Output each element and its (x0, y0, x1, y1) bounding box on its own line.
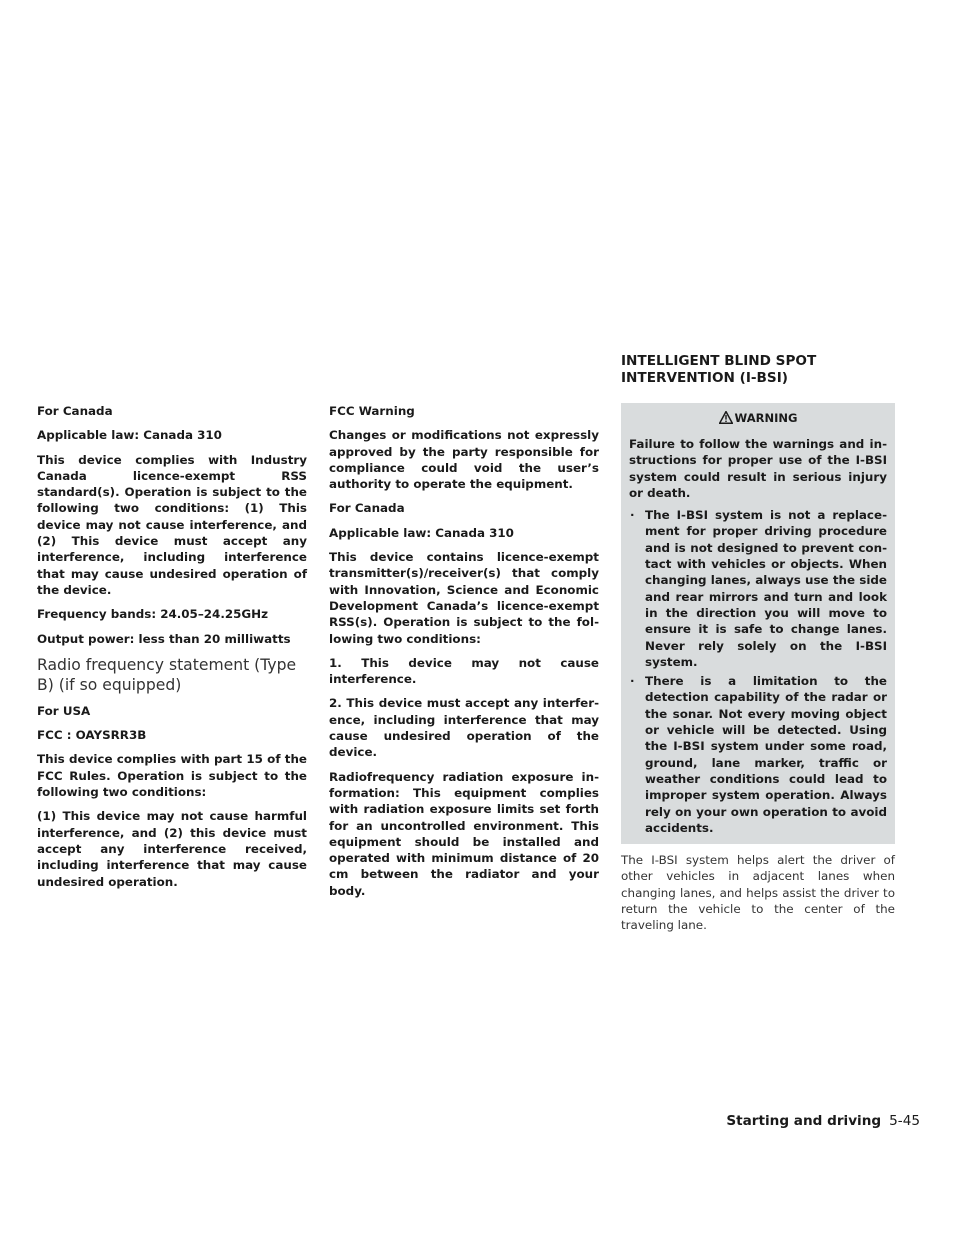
page-footer (726, 1113, 920, 1129)
output-power: Output power: less than 20 milliwatts (37, 631, 291, 646)
paragraph-conditions: (1) This device may not cause harmful interference, and (2) this device must accept any interference received, including interference that may cause undesired operation. (37, 809, 307, 889)
warning-label: WARNING (734, 411, 798, 425)
bullet: · (630, 508, 635, 523)
warning-heading (629, 410, 887, 426)
column-2 (329, 403, 599, 907)
page-number: 5-45 (889, 1113, 920, 1129)
column-1 (37, 403, 307, 898)
condition-2: 2. This device must accept any interference, including interference that may cause undesired operation of the device. (329, 696, 599, 760)
list-item: · There is a limitation to the detection capability of the radar or the sonar. Not every moving object or vehicle will be detected. Using the I-BSI system under some road, ground, lane marker, traffic or weather conditions could lead to improper system operation. Always rely on your own operation to avoid accidents. (630, 674, 887, 835)
paragraph-changes: Changes or modifications not expressly approved by the party responsible for compliance could void the user’s authority to operate the equipment. (329, 428, 599, 492)
warning-intro: Failure to follow the warnings and instructions for proper use of the I-BSI system could result in serious injury or death. (629, 437, 887, 500)
heading-for-canada-2: For Canada (329, 501, 405, 516)
heading-for-usa: For USA (37, 703, 91, 718)
frequency-bands: Frequency bands: 24.05–24.25GHz (37, 607, 269, 622)
condition-1: 1. This device may not cause interference. (329, 655, 599, 687)
paragraph-licence-exempt: This device contains licence-exempt transmitter(s)/receiver(s) that comply with Innovation, Science and Economic Development Canada’s licence-exempt RSS(s). Operation is subject to the following two conditions: (329, 550, 599, 646)
applicable-law-2: Applicable law: Canada 310 (329, 525, 514, 540)
heading-for-canada: For Canada (37, 404, 113, 418)
bullet: · (630, 674, 635, 689)
paragraph-fcc-rules: This device complies with part 15 of the FCC Rules. Operation is subject to the following two conditions: (37, 752, 307, 800)
heading-fcc-warning: FCC Warning (329, 404, 415, 418)
warning-box (621, 403, 895, 844)
warning-triangle-icon (719, 411, 733, 424)
section-title: INTELLIGENT BLIND SPOT INTERVENTION (I-BSI) (621, 353, 817, 386)
list-item: · The I-BSI system is not a replacement for proper driving procedure and is not designed to prevent contact with vehicles or objects. When changing lanes, always use the side and rear mirrors and turn and look in the direction you will move to ensure it is safe to change lanes. Never rely solely on the I-BSI system. (630, 508, 887, 669)
fcc-id: FCC : OAYSRR3B (37, 728, 147, 743)
paragraph-compliance: This device complies with Industry Canada licence-exempt RSS standard(s). Operation is subject to the following two conditions: (1) This device may not cause interference, and (2) This device must accept any interference, including interference that may cause undesired operation of the device. (37, 452, 307, 597)
paragraph-radiation-exposure: Radiofrequency radiation exposure information: This equipment complies with radiation exposure limits set forth for an uncontrolled environment. This equipment should be installed and operated with minimum distance of 20 cm between the radiator and your body. (329, 769, 599, 898)
applicable-law: Applicable law: Canada 310 (37, 428, 222, 443)
column-3 (621, 403, 895, 942)
paragraph-ibsi-description: The I-BSI system helps alert the driver of other vehicles in adjacent lanes when changing lanes, and helps assist the driver to return the vehicle to the center of the traveling lane. (621, 853, 895, 933)
footer-section-title: Starting and driving (726, 1113, 882, 1129)
subheading-radio-frequency: Radio frequency statement (Type B) (if so equipped) (37, 655, 297, 694)
warning-list (629, 507, 887, 836)
